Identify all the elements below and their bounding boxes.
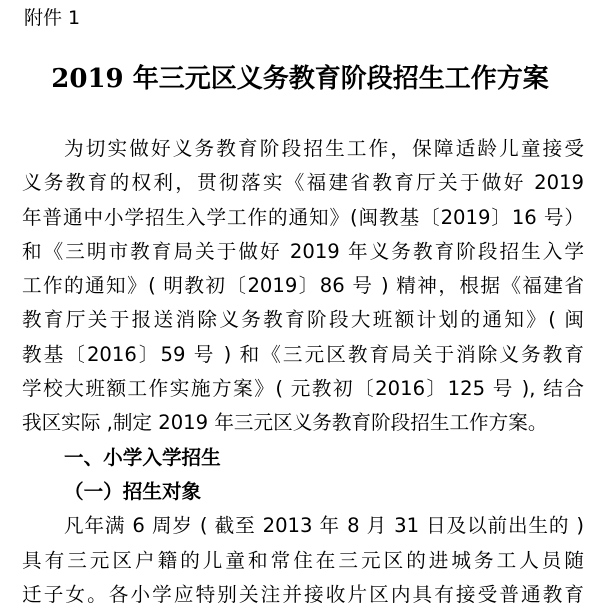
section-heading: 一、小学入学招生 [64, 445, 221, 469]
paragraph-line: 年普通中小学招生入学工作的通知》(闽教基〔2019〕16 号） [22, 205, 584, 229]
paragraph-line: 和《三明市教育局关于做好 2019 年义务教育阶段招生入学 [22, 239, 584, 263]
attachment-label: 附件 1 [24, 7, 81, 29]
subsection-heading: （一）招生对象 [64, 479, 202, 503]
paragraph-line: 工作的通知》( 明教初〔2019〕86 号 ) 精神，根据《福建省 [22, 274, 584, 298]
paragraph-line: 凡年满 6 周岁 ( 截至 2013 年 8 月 31 日及以前出生的 ) [64, 514, 584, 538]
paragraph-line: 迁子女。各小学应特别关注并接收片区内具有接受普通教育 [22, 582, 584, 604]
document-title: 2019 年三元区义务教育阶段招生工作方案 [51, 64, 549, 94]
paragraph-line: 教育厅关于报送消除义务教育阶段大班额计划的通知》( 闽 [22, 308, 584, 332]
paragraph-line: 具有三元区户籍的儿童和常住在三元区的进城务工人员随 [22, 548, 584, 572]
paragraph-line: 义务教育的权利，贯彻落实《福建省教育厅关于做好 2019 [22, 171, 584, 195]
paragraph-line: 为切实做好义务教育阶段招生工作，保障适龄儿童接受 [64, 137, 584, 160]
paragraph-line: 学校大班额工作实施方案》( 元教初〔2016〕125 号 ), 结合 [22, 377, 584, 401]
document-body [22, 132, 584, 604]
paragraph-line: 我区实际 ,制定 2019 年三元区义务教育阶段招生工作方案。 [22, 411, 548, 435]
paragraph-line: 教基〔2016〕59 号 ) 和《三元区教育局关于消除义务教育 [22, 342, 584, 366]
